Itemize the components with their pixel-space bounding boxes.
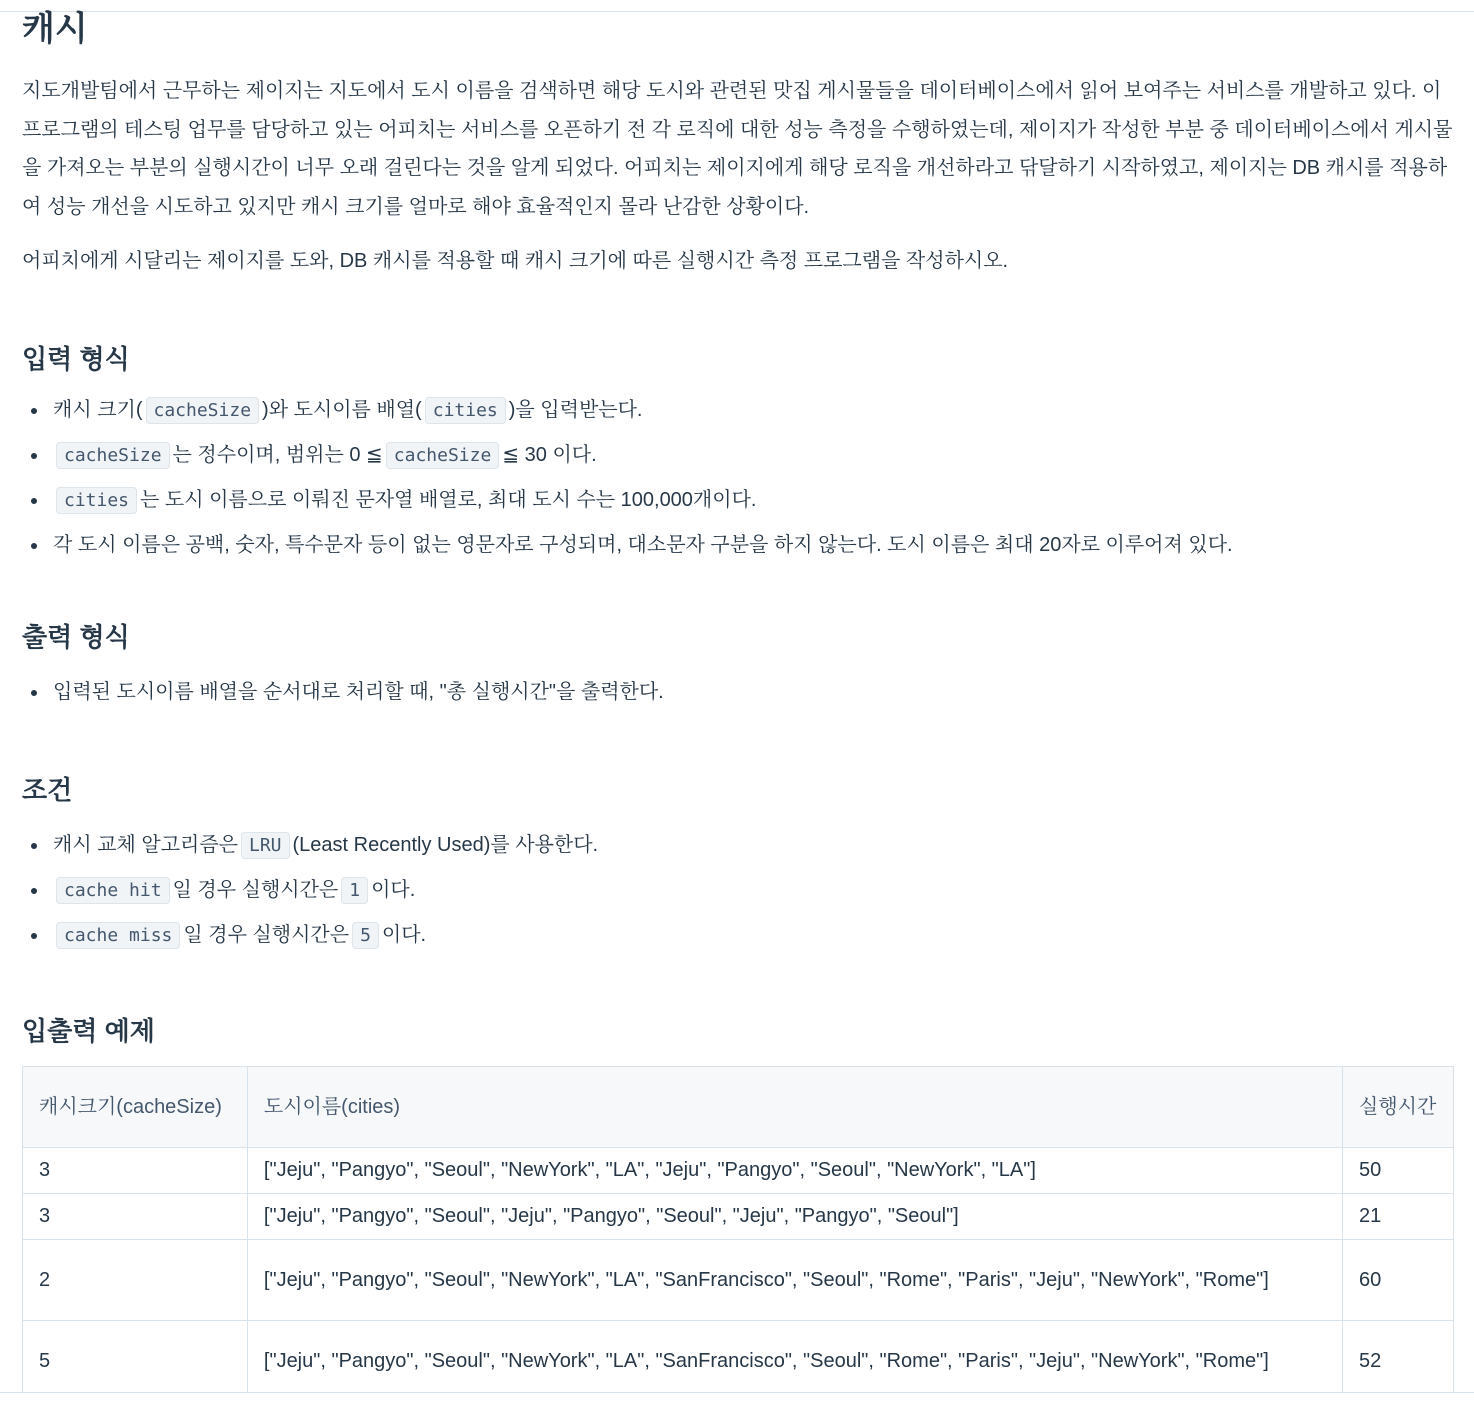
output-format-heading: 출력 형식 [22,621,130,652]
list-item: cities 는 도시 이름으로 이뤄진 문자열 배열로, 최대 도시 수는 100,000개이다. [53,485,1454,530]
problem-description [22,8,1454,1402]
cache-size-cell: 3 [23,1193,248,1239]
inline-code: cacheSize [56,442,170,469]
intro [22,72,1454,281]
conditions-list [22,830,1454,965]
runtime-cell: 60 [1343,1239,1454,1320]
cities-cell: ["Jeju", "Pangyo", "Seoul", "NewYork", "LA", "Jeju", "Pangyo", "Seoul", "NewYork", "LA"] [247,1147,1342,1193]
list-item: cacheSize 는 정수이며, 범위는 0 ≦ cacheSize ≦ 30 이다. [53,440,1454,485]
inline-code: cacheSize [386,442,500,469]
runtime-cell: 21 [1343,1193,1454,1239]
table-row [23,1320,1454,1401]
table-row [23,1147,1454,1193]
input-format-list [22,395,1454,575]
table-row [23,1193,1454,1239]
examples-table [22,1066,1454,1402]
cache-size-cell: 2 [23,1239,248,1320]
runtime-cell: 50 [1343,1147,1454,1193]
cities-cell: ["Jeju", "Pangyo", "Seoul", "NewYork", "LA", "SanFrancisco", "Seoul", "Rome", "Paris", "Jeju", "NewYork", "Rome"] [247,1239,1342,1320]
list-item: cache hit 일 경우 실행시간은 1 이다. [53,875,1454,920]
column-header: 캐시크기(cacheSize) [23,1066,248,1147]
intro-paragraph-2: 어피치에게 시달리는 제이지를 도와, DB 캐시를 적용할 때 캐시 크기에 따른 실행시간 측정 프로그램을 작성하시오. [22,250,1009,272]
runtime-cell: 52 [1343,1320,1454,1401]
column-header: 실행시간 [1343,1066,1454,1147]
output-format-list [22,677,1454,722]
list-item: cache miss 일 경우 실행시간은 5 이다. [53,920,1454,965]
conditions-heading: 조건 [22,774,73,805]
list-item: 캐시 교체 알고리즘은 LRU (Least Recently Used)를 사용한다. [53,830,1454,875]
bottom-divider [0,1392,1474,1393]
cache-size-cell: 3 [23,1147,248,1193]
intro-paragraph-1: 지도개발팀에서 근무하는 제이지는 지도에서 도시 이름을 검색하면 해당 도시와 관련된 맛집 게시물들을 데이터베이스에서 읽어 보여주는 서비스를 개발하고 있다. 이 프로그램의 테스팅 업무를 담당하고 있는 어피치는 서비스를 오픈하기 전 각 로직에 대한 성능 측정을 수행하였는데, 제이지가 작성한 부분 중 데이터베이스에서 게시물을 가져오는 부분의 실행시간이 너무 오래 걸린다는 것을 알게 되었다. 어피치는 제이지에게 해당 로직을 개선하라고 닦달하기 시작하였고, 제이지는 DB 캐시를 적용하여 성능 개선을 시도하고 있지만 캐시 크기를 얼마로 해야 효율적인지 몰라 난감한 상황이다. [22,80,1453,218]
input-format-heading: 입력 형식 [22,343,130,374]
page-title: 캐시 [22,10,88,48]
inline-code: cache hit [56,877,170,904]
table-header-row [23,1066,1454,1147]
cities-cell: ["Jeju", "Pangyo", "Seoul", "Jeju", "Pangyo", "Seoul", "Jeju", "Pangyo", "Seoul"] [247,1193,1342,1239]
table-row [23,1239,1454,1320]
inline-code: 5 [352,922,379,949]
list-item: 각 도시 이름은 공백, 숫자, 특수문자 등이 없는 영문자로 구성되며, 대소문자 구분을 하지 않는다. 도시 이름은 최대 20자로 이루어져 있다. [53,530,1454,575]
inline-code: LRU [241,832,290,859]
bottom-mask [0,1393,1474,1404]
inline-code: cities [425,397,506,424]
list-item: 입력된 도시이름 배열을 순서대로 처리할 때, "총 실행시간"을 출력한다. [53,677,1454,722]
column-header: 도시이름(cities) [247,1066,1342,1147]
examples-heading: 입출력 예제 [22,1015,155,1046]
list-item: 캐시 크기( cacheSize )와 도시이름 배열( cities )을 입력받는다. [53,395,1454,440]
inline-code: cities [56,487,137,514]
inline-code: cacheSize [146,397,260,424]
inline-code: 1 [341,877,368,904]
cities-cell: ["Jeju", "Pangyo", "Seoul", "NewYork", "LA", "SanFrancisco", "Seoul", "Rome", "Paris", "Jeju", "NewYork", "Rome"] [247,1320,1342,1401]
cache-size-cell: 5 [23,1320,248,1401]
inline-code: cache miss [56,922,180,949]
